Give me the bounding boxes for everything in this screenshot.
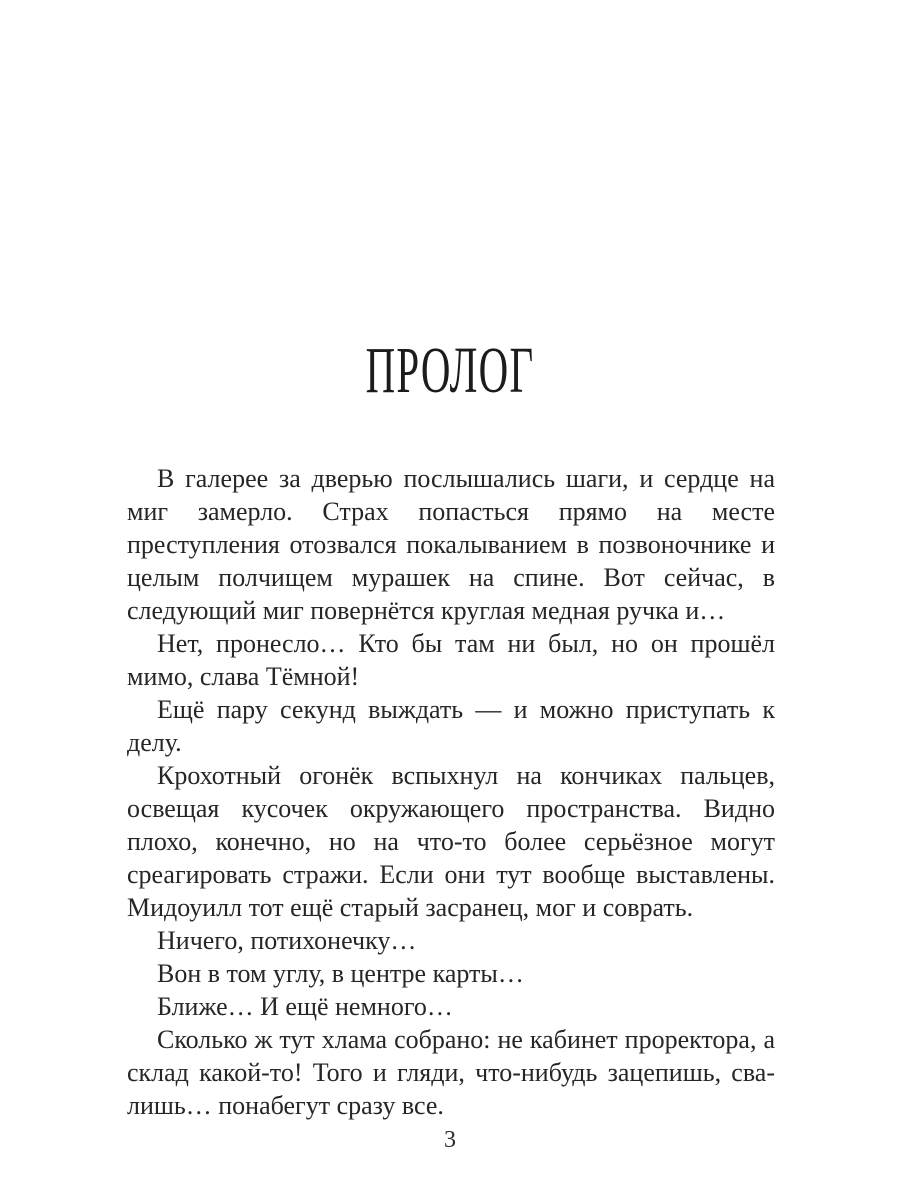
paragraph: Сколько ж тут хлама собрано: не кабинет проректора, а склад какой-то! Того и гляди, что-нибудь зацепишь, свалишь… понабегут сразу все. — [127, 1025, 775, 1120]
chapter-title: ПРОЛОГ — [365, 334, 535, 407]
body-text — [127, 462, 775, 1122]
paragraph: Нет, пронесло… Кто бы там ни был, но он прошёл мимо, слава Тёмной! — [127, 629, 775, 691]
paragraph: Вон в том углу, в центре карты… — [157, 959, 524, 988]
paragraph: Крохотный огонёк вспыхнул на кончиках пальцев, освещая кусочек окружающего пространства. Видно плохо, конечно, но на что-то более серьёзное могут среагировать стражи. Если они тут вообще выставлены. Мидоуилл тот ещё старый засранец, мог и соврать. — [127, 761, 775, 922]
paragraph: Ещё пару секунд выждать — и можно приступать к делу. — [127, 695, 775, 757]
page-number: 3 — [444, 1127, 456, 1153]
paragraph: Ближе… И ещё немного… — [157, 992, 453, 1021]
paragraph: В галерее за дверью послышались шаги, и сердце на миг замерло. Страх попасться прямо на месте преступления отозвался покалыванием в позвоночнике и целым полчищем мурашек на спине. Вот сейчас, в следующий миг повернётся круглая медная ручка и… — [127, 464, 775, 625]
paragraph: Ничего, потихонечку… — [157, 926, 417, 955]
